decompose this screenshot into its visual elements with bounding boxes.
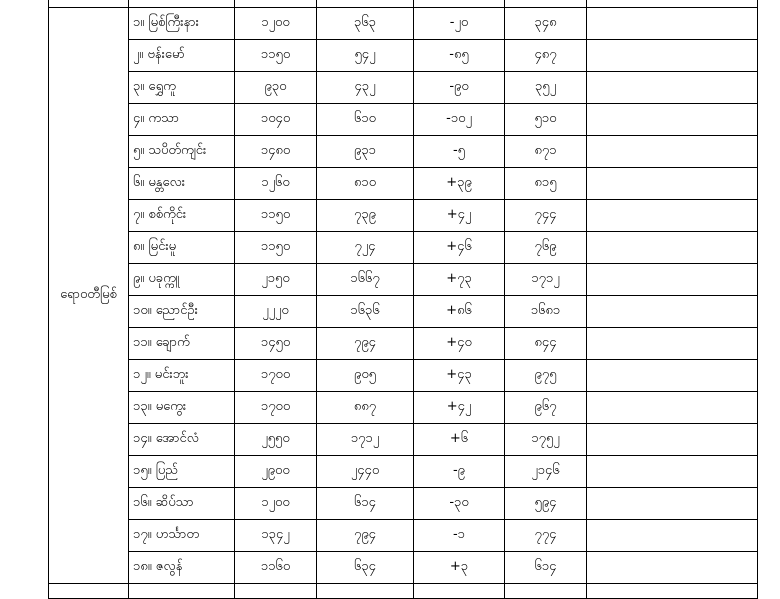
value-cell-1: ၁၇၀၀ [235, 360, 317, 392]
value-cell-2: ၄၃၂ [317, 72, 414, 104]
value-cell-2: ၁၆၆၇ [317, 264, 414, 296]
region-cell: ရောဝတီမြစ် [49, 8, 129, 584]
value-cell-1: ၁၂၆၀ [235, 168, 317, 200]
value-cell-1: ၁၂၀၀ [235, 488, 317, 520]
value-cell-2: ၁၇၁၂ [317, 424, 414, 456]
value-cell-4: ၁၆၈၁ [505, 296, 587, 328]
change-cell: +၄၂ [414, 392, 505, 424]
station-name-cell: ၁၄။ အောင်လံ [129, 424, 235, 456]
value-cell-4: ၅၉၄ [505, 488, 587, 520]
change-cell: -၃၀ [414, 488, 505, 520]
station-name-cell: ၇။ စစ်ကိုင်း [129, 200, 235, 232]
value-cell-2: ၆၁၀ [317, 104, 414, 136]
remarks-cell [587, 392, 758, 424]
value-cell-1: ၁၄၅၀ [235, 328, 317, 360]
remarks-cell [587, 360, 758, 392]
table-row [49, 168, 758, 200]
value-cell-4: ၄၈၇ [505, 40, 587, 72]
value-cell-1: ၂၁၅၀ [235, 264, 317, 296]
table-row-partial-bottom [49, 584, 758, 599]
change-cell: +၄၃ [414, 360, 505, 392]
value-cell-2: ၇၃၉ [317, 200, 414, 232]
value-cell-4: ၉၇၅ [505, 360, 587, 392]
change-cell: +၃ [414, 552, 505, 584]
change-cell: +၇၃ [414, 264, 505, 296]
value-cell-2: ၈၁၀ [317, 168, 414, 200]
value-cell-4: ၇၇၄ [505, 520, 587, 552]
station-name-cell: ၁၈။ ဇလွန် [129, 552, 235, 584]
value-cell-2: ၇၉၄ [317, 328, 414, 360]
value-cell-4: ၇၄၄ [505, 200, 587, 232]
value-cell-2: ၆၁၄ [317, 488, 414, 520]
change-cell: -၁ [414, 520, 505, 552]
table-row [49, 456, 758, 488]
value-cell-1: ၁၁၆၀ [235, 552, 317, 584]
change-cell: -၈၅ [414, 40, 505, 72]
value-cell-1: ၂၅၅၀ [235, 424, 317, 456]
value-cell-2: ၇၂၄ [317, 232, 414, 264]
station-name-cell: ၃။ ရွှေကူ [129, 72, 235, 104]
station-name-cell: ၉။ ပခုက္ကူ [129, 264, 235, 296]
table-row [49, 104, 758, 136]
value-cell-4: ၂၁၄၆ [505, 456, 587, 488]
value-cell-1: ၁၁၅၀ [235, 40, 317, 72]
value-cell-4: ၅၁၀ [505, 104, 587, 136]
table-row [49, 8, 758, 40]
remarks-cell [587, 72, 758, 104]
remarks-cell [587, 424, 758, 456]
remarks-cell [587, 296, 758, 328]
change-cell: +၆ [414, 424, 505, 456]
value-cell-4: ၈၄၄ [505, 328, 587, 360]
remarks-cell [587, 8, 758, 40]
change-cell: +၄၂ [414, 200, 505, 232]
value-cell-4: ၁၇၅၂ [505, 424, 587, 456]
value-cell-1: ၁၁၅၀ [235, 232, 317, 264]
station-name-cell: ၁၇။ ဟင်္သာတ [129, 520, 235, 552]
station-name-cell: ၁၀။ ညောင်ဦး [129, 296, 235, 328]
value-cell-4: ၁၇၁၂ [505, 264, 587, 296]
value-cell-1: ၂၂၂၀ [235, 296, 317, 328]
value-cell-4: ၆၁၄ [505, 552, 587, 584]
remarks-cell [587, 552, 758, 584]
station-name-cell: ၁။ မြစ်ကြီးနား [129, 8, 235, 40]
value-cell-2: ၉၀၅ [317, 360, 414, 392]
change-cell: -၉ [414, 456, 505, 488]
table-row [49, 296, 758, 328]
remarks-cell [587, 232, 758, 264]
remarks-cell [587, 136, 758, 168]
table-row [49, 392, 758, 424]
station-name-cell: ၅။ သပိတ်ကျင်း [129, 136, 235, 168]
value-cell-4: ၃၅၂ [505, 72, 587, 104]
value-cell-2: ၇၉၄ [317, 520, 414, 552]
remarks-cell [587, 520, 758, 552]
value-cell-2: ၅၄၂ [317, 40, 414, 72]
value-cell-1: ၁၃၄၂ [235, 520, 317, 552]
remarks-cell [587, 488, 758, 520]
table-body [49, 0, 758, 599]
table-row [49, 72, 758, 104]
value-cell-2: ၉၃၁ [317, 136, 414, 168]
table-row [49, 360, 758, 392]
table-row-partial-top [49, 0, 758, 8]
remarks-cell [587, 200, 758, 232]
table-row [49, 200, 758, 232]
station-name-cell: ၁၆။ ဆိပ်သာ [129, 488, 235, 520]
station-name-cell: ၄။ ကသာ [129, 104, 235, 136]
value-cell-4: ၃၄၈ [505, 8, 587, 40]
remarks-cell [587, 104, 758, 136]
change-cell: +၄၀ [414, 328, 505, 360]
value-cell-2: ၆၃၄ [317, 552, 414, 584]
value-cell-2: ၁၆၃၆ [317, 296, 414, 328]
remarks-cell [587, 40, 758, 72]
table-row [49, 520, 758, 552]
value-cell-1: ၁၄၈၀ [235, 136, 317, 168]
value-cell-1: ၁၂၀၀ [235, 8, 317, 40]
station-name-cell: ၁၂။ မင်းဘူး [129, 360, 235, 392]
change-cell: +၄၆ [414, 232, 505, 264]
table-row [49, 328, 758, 360]
value-cell-4: ၇၆၉ [505, 232, 587, 264]
station-name-cell: ၁၃။ မကွေး [129, 392, 235, 424]
table-row [49, 136, 758, 168]
value-cell-4: ၈၁၅ [505, 168, 587, 200]
value-cell-4: ၉၆၇ [505, 392, 587, 424]
change-cell: -၉၀ [414, 72, 505, 104]
station-name-cell: ၆။ မန္တလေး [129, 168, 235, 200]
value-cell-2: ၂၄၄၀ [317, 456, 414, 488]
table-row [49, 488, 758, 520]
table-row [49, 424, 758, 456]
station-name-cell: ၁၁။ ချောက် [129, 328, 235, 360]
value-cell-4: ၈၇၁ [505, 136, 587, 168]
value-cell-2: ၈၈၇ [317, 392, 414, 424]
table-row [49, 232, 758, 264]
value-cell-1: ၉၃၀ [235, 72, 317, 104]
table-row [49, 264, 758, 296]
value-cell-1: ၁၇၀၀ [235, 392, 317, 424]
remarks-cell [587, 264, 758, 296]
value-cell-1: ၁၁၅၀ [235, 200, 317, 232]
value-cell-2: ၃၆၃ [317, 8, 414, 40]
remarks-cell [587, 328, 758, 360]
station-name-cell: ၂။ ဗန်းမော် [129, 40, 235, 72]
table-row [49, 552, 758, 584]
water-level-table [48, 0, 758, 599]
change-cell: +၈၆ [414, 296, 505, 328]
remarks-cell [587, 168, 758, 200]
value-cell-1: ၂၉၀၀ [235, 456, 317, 488]
table-row [49, 40, 758, 72]
change-cell: -၂၀ [414, 8, 505, 40]
change-cell: -၁၀၂ [414, 104, 505, 136]
station-name-cell: ၁၅။ ပြည် [129, 456, 235, 488]
change-cell: +၃၉ [414, 168, 505, 200]
value-cell-1: ၁၀၄၀ [235, 104, 317, 136]
station-name-cell: ၈။ မြင်းမူ [129, 232, 235, 264]
remarks-cell [587, 456, 758, 488]
change-cell: -၅ [414, 136, 505, 168]
